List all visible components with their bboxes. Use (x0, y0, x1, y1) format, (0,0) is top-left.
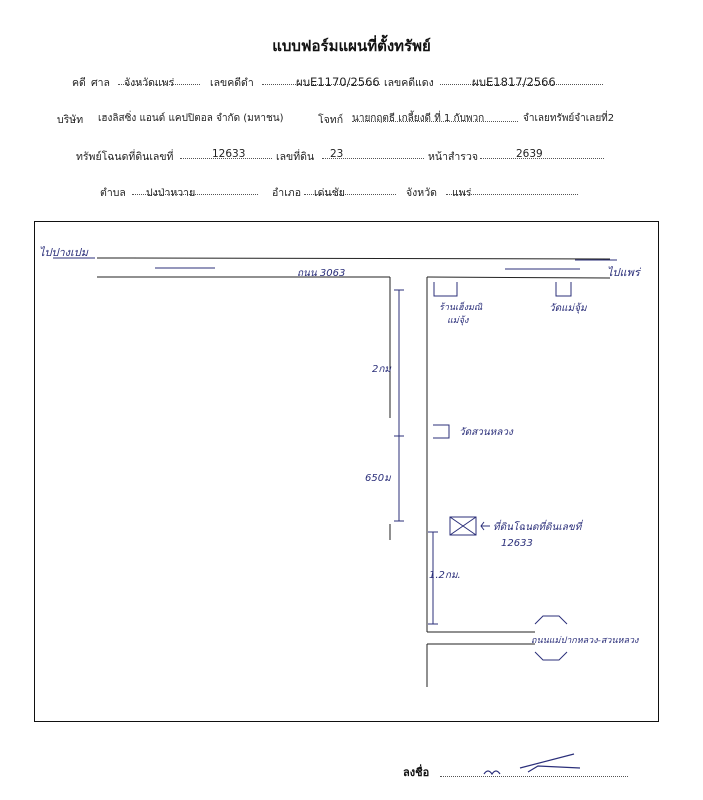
land-number-text: 12633 (501, 538, 533, 549)
location-map (34, 221, 659, 722)
main-road-centerline (155, 268, 580, 269)
row-location (0, 184, 703, 198)
court-dots (118, 74, 200, 85)
landmark-2-marker (556, 282, 571, 296)
landmark-3-text: วัดสวนหลวง (459, 427, 513, 438)
map-sketch (35, 222, 660, 723)
row-deed (0, 148, 703, 162)
signature-label: ลงชื่อ (403, 766, 430, 779)
bottom-road-bracket-bottom (535, 652, 567, 660)
province-label: จังหวัด (406, 187, 437, 199)
land-parcel-text: ที่ดินโฉนดที่ดินเลขที่ (493, 522, 582, 533)
court-prefix-label: คดี (72, 77, 86, 89)
bottom-road-text: ถนนแม่ปากหลวง-สวนหลวง (531, 636, 639, 646)
land-parcel-cross (450, 517, 476, 535)
right-direction-text: ไปแพร่ (607, 266, 640, 279)
black-case-value: ผบE1170/2566 (296, 75, 380, 89)
form-title: แบบฟอร์มแผนที่ตั้งทรัพย์ (272, 37, 431, 55)
survey-value: 2639 (516, 148, 543, 160)
land-pointer-arrow (481, 522, 490, 530)
distance-3-text: 1.2กม. (429, 570, 461, 581)
left-direction-text: ไปปางเปม (39, 246, 89, 259)
plaintiff-value: เฮงลิสซิ่ง แอนด์ แคปปิตอล จำกัด (มหาชน) (98, 113, 284, 124)
defendant-value: นายกฤตธี เกลี้ยงดี ที่ 1 กับพวก (352, 113, 485, 124)
bottom-road-bracket-top (535, 616, 567, 624)
tambon-value: ปงป่าหวาย (146, 187, 196, 199)
landmark-3-marker (433, 425, 449, 438)
deed-label: ทรัพย์โฉนดที่ดินเลขที่ (76, 151, 174, 163)
landmark-1-marker (434, 282, 457, 296)
signature-mark (476, 748, 596, 788)
distance-line-1 (394, 290, 404, 436)
main-road-bottom-edge-right (427, 277, 610, 278)
distance-2-text: 650ม (365, 473, 391, 484)
tambon-label: ตำบล (100, 187, 126, 199)
debtor-label: จำเลยทรัพย์จำเลยที่2 (523, 113, 615, 124)
red-case-value: ผบE1817/2566 (472, 75, 556, 89)
land-no-label: เลขที่ดิน (276, 151, 315, 163)
distance-1-text: 2กม (372, 364, 392, 375)
court-label: ศาล (91, 77, 110, 89)
defendant-label: โจทก์ (318, 114, 344, 126)
amphoe-label: อำเภอ (272, 187, 302, 199)
road-name-text: ถนน 3063 (297, 268, 346, 279)
court-value: จังหวัดแพร่ (124, 77, 175, 89)
defendant-dots (352, 111, 518, 122)
black-case-label: เลขคดีดำ (210, 77, 254, 89)
distance-line-2 (394, 436, 404, 521)
landmark-1b-text: แม่จุ้ง (447, 316, 469, 326)
landmark-1-text: ร้านเฮ็งมณิ (439, 303, 483, 313)
survey-label: หน้าสำรวจ (428, 151, 478, 163)
province-value: แพร่ (452, 187, 472, 199)
deed-value: 12633 (212, 148, 246, 160)
row-court (0, 74, 703, 88)
amphoe-value: เด่นชัย (314, 187, 345, 199)
red-case-label: เลขคดีแดง (384, 77, 434, 89)
plaintiff-label: บริษัท (57, 114, 84, 126)
row-parties (0, 111, 703, 125)
land-no-value: 23 (330, 148, 344, 160)
main-road-top-edge (97, 258, 610, 259)
landmark-2-text: วัดแม่จุ้ม (549, 303, 587, 314)
